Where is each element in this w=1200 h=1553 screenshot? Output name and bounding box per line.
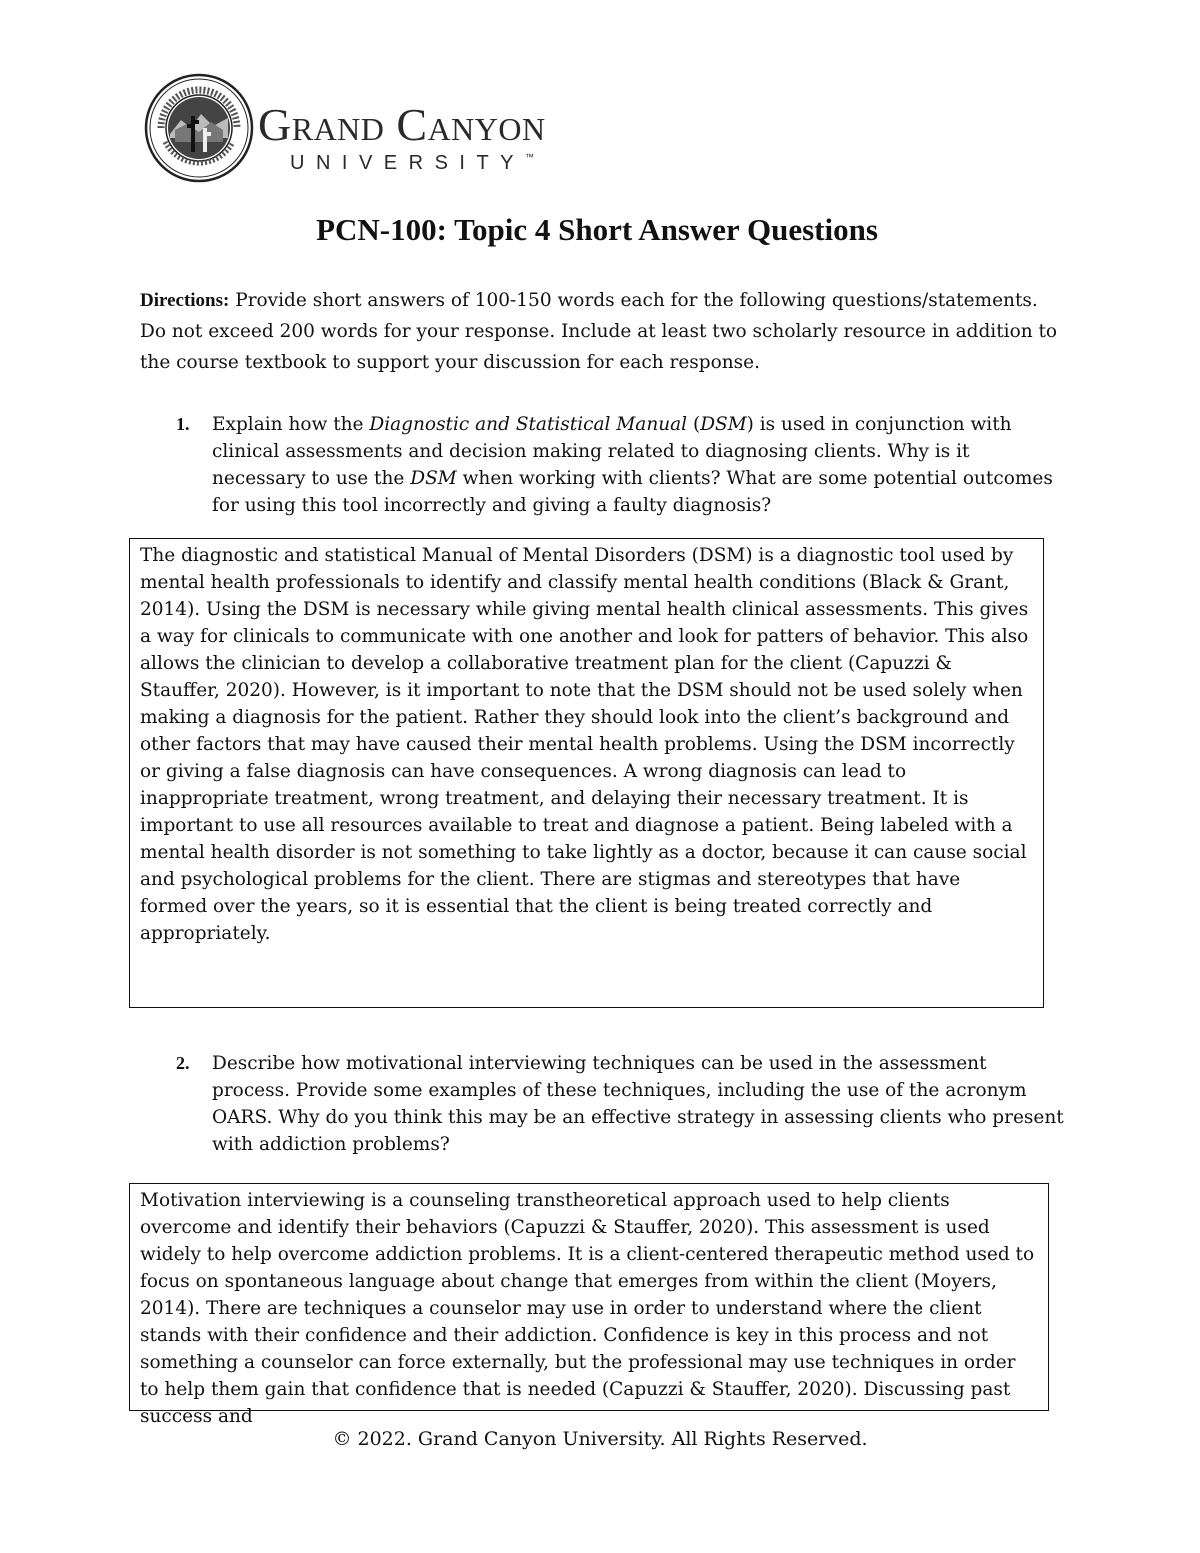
answer-box-2[interactable]: Motivation interviewing is a counseling transtheoretical approach used to help clients overcome and identify their behaviors (Capuzzi & Stauffer, 2020). This assessment is used widely to help overcome addiction problems. It is a client-centered therapeutic method used to focus on spontaneous language about change that emerges from within the client (Moyers, 2014). There are techniques a counselor may use in order to understand where the client stands with their confidence and their addiction. Confidence is key in this process and not something a counselor can force externally, but the professional may use techniques in order to help them gain that confidence that is needed (Capuzzi & Stauffer, 2020). Discussing past success and [129, 1183, 1049, 1411]
directions-paragraph [140, 285, 1060, 378]
page-title: PCN-100: Topic 4 Short Answer Questions [316, 212, 878, 247]
university-seal-icon [143, 72, 255, 184]
copyright-footer: © 2022. Grand Canyon University. All Rights Reserved. [332, 1428, 868, 1450]
question-text: Explain how the Diagnostic and Statistical Manual (DSM) is used in conjunction with clinical assessments and decision making related to diagnosing clients. Why is it necessary to use the DSM when working with clients? What are some potential outcomes for using this tool incorrectly and giving a faulty diagnosis? [212, 414, 1053, 516]
question-number: 2. [176, 1053, 190, 1073]
trademark-symbol: ™ [525, 152, 535, 162]
question-number: 1. [176, 414, 190, 434]
logo-wordmark-line1: Grand Canyon [258, 99, 546, 150]
directions-label: Directions: [140, 290, 230, 311]
question-2 [176, 1050, 1066, 1158]
directions-text: Provide short answers of 100-150 words each for the following questions/statements. Do not exceed 200 words for your response. Include at least two scholarly resource in addition to the course textbook to support your discussion for each response. [140, 290, 1058, 373]
logo-wordmark-line2: UNIVERSITY™ [290, 152, 535, 174]
question-text: Describe how motivational interviewing techniques can be used in the assessment process. Provide some examples of these techniques, including the use of the acronym OARS. Why do you think this may be an effective strategy in assessing clients who present with addiction problems? [212, 1053, 1064, 1155]
question-1 [176, 411, 1066, 519]
answer-box-1[interactable]: The diagnostic and statistical Manual of Mental Disorders (DSM) is a diagnostic tool used by mental health professionals to identify and classify mental health conditions (Black & Grant, 2014). Using the DSM is necessary while giving mental health clinical assessments. This gives a way for clinicals to communicate with one another and look for patters of behavior. This also allows the clinician to develop a collaborative treatment plan for the client (Capuzzi & Stauffer, 2020). However, is it important to note that the DSM should not be used solely when making a diagnosis for the patient. Rather they should look into the client’s background and other factors that may have caused their mental health problems. Using the DSM incorrectly or giving a false diagnosis can have consequences. A wrong diagnosis can lead to inappropriate treatment, wrong treatment, and delaying their necessary treatment. It is important to use all resources available to treat and diagnose a patient. Being labeled with a mental health disorder is not something to take lightly as a doctor, because it can cause social and psychological problems for the client. There are stigmas and stereotypes that have formed over the years, so it is essential that the client is being treated correctly and appropriately. [129, 538, 1044, 1008]
